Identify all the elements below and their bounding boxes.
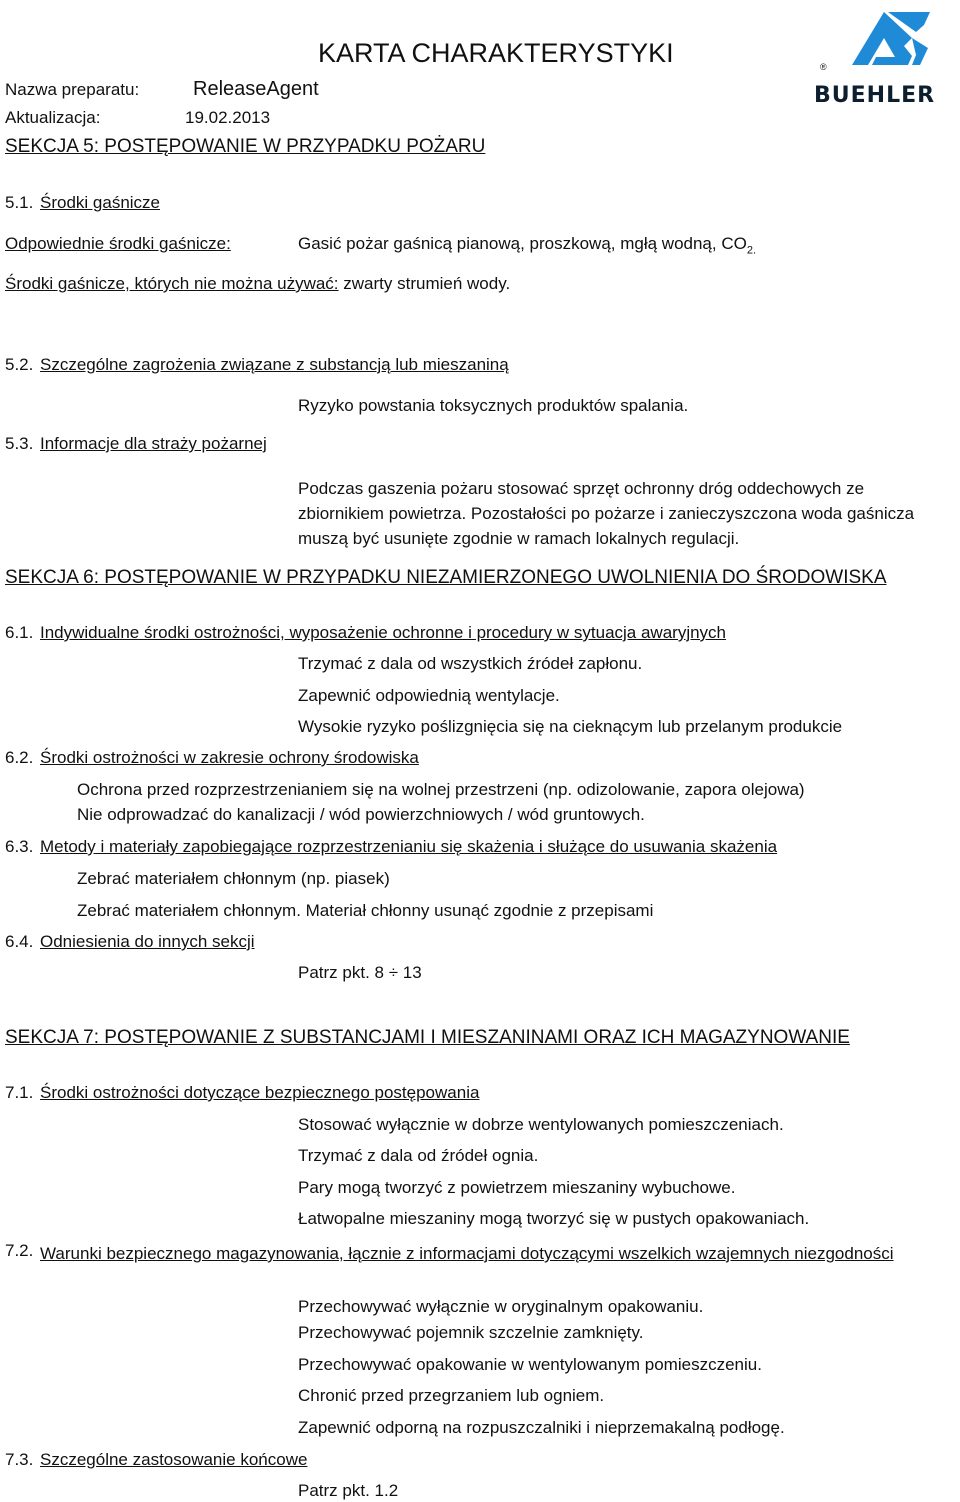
subsection-5-2-number: 5.2.: [5, 355, 34, 374]
suitable-media-text: Gasić pożar gaśnicą pianową, proszkową, mgłą wodną, CO: [298, 234, 747, 253]
subsection-6-4-number: 6.4.: [5, 932, 34, 951]
subsection-6-3-number: 6.3.: [5, 837, 34, 856]
unsuitable-media-label: Środki gaśnicze, których nie można używać:: [5, 274, 339, 293]
section-6-heading: SEKCJA 6: POSTĘPOWANIE W PRZYPADKU NIEZAMIERZONEGO UWOLNIENIA DO ŚRODOWISKA: [5, 567, 887, 588]
section-7-heading: SEKCJA 7: POSTĘPOWANIE Z SUBSTANCJAMI I MIESZANINAMI ORAZ ICH MAGAZYNOWANIE: [5, 1027, 850, 1048]
update-label: Aktualizacja:: [5, 108, 101, 127]
subsection-6-4-title: Odniesienia do innych sekcji: [40, 932, 255, 951]
unsuitable-media-value: zwarty strumień wody.: [338, 274, 511, 293]
list-item: Ochrona przed rozprzestrzenianiem się na wolnej przestrzeni (np. odizolowanie, zapora olejowa): [77, 780, 805, 799]
subsection-5-3-title: Informacje dla straży pożarnej: [40, 434, 267, 453]
list-item: Przechowywać wyłącznie w oryginalnym opakowaniu.: [298, 1297, 704, 1316]
list-item: Chronić przed przegrzaniem lub ogniem.: [298, 1386, 605, 1405]
subsection-5-2-title: Szczególne zagrożenia związane z substancją lub mieszaniną: [40, 355, 509, 374]
subsection-5-1-number: 5.1.: [5, 193, 34, 212]
list-item: Stosować wyłącznie w dobrze wentylowanych pomieszczeniach.: [298, 1115, 784, 1134]
subsection-7-2-number: 7.2.: [5, 1241, 34, 1260]
subsection-7-1-title: Środki ostrożności dotyczące bezpiecznego postępowania: [40, 1083, 480, 1102]
subsection-5-3-number: 5.3.: [5, 434, 34, 453]
list-item: Trzymać z dala od wszystkich źródeł zapłonu.: [298, 654, 643, 673]
subsection-7-1-number: 7.1.: [5, 1083, 34, 1102]
list-item: Wysokie ryzyko poślizgnięcia się na cieknącym lub przelanym produkcie: [298, 717, 843, 736]
section-5-heading: SEKCJA 5: POSTĘPOWANIE W PRZYPADKU POŻARU: [5, 136, 486, 157]
subsection-7-3-title: Szczególne zastosowanie końcowe: [40, 1450, 308, 1469]
buehler-logo: [812, 10, 958, 106]
subsection-7-2-title: Warunki bezpiecznego magazynowania, łącznie z informacjami dotyczącymi wszelkich wzajemnych niezgodności: [40, 1244, 894, 1263]
subsection-6-2-title: Środki ostrożności w zakresie ochrony środowiska: [40, 748, 419, 767]
list-item: Przechowywać pojemnik szczelnie zamknięty.: [298, 1323, 644, 1342]
subsection-6-2-number: 6.2.: [5, 748, 34, 767]
co2-subscript: 2.: [746, 244, 757, 257]
list-item: Zebrać materiałem chłonnym. Materiał chłonny usunąć zgodnie z przepisami: [77, 901, 654, 920]
subsection-7-3-text: Patrz pkt. 1.2: [298, 1481, 399, 1500]
list-item: Łatwopalne mieszaniny mogą tworzyć się w pustych opakowaniach.: [298, 1209, 810, 1228]
subsection-6-1-title: Indywidualne środki ostrożności, wyposażenie ochronne i procedury w sytuacja awaryjnych: [40, 623, 727, 642]
unsuitable-media: [5, 274, 510, 294]
subsection-5-2-text: Ryzyko powstania toksycznych produktów spalania.: [298, 396, 689, 415]
subsection-6-3-title: Metody i materiały zapobiegające rozprzestrzenianiu się skażenia i służące do usuwania skażenia: [40, 837, 778, 856]
list-item: Zebrać materiałem chłonnym (np. piasek): [77, 869, 390, 888]
list-item: Zapewnić odporną na rozpuszczalniki i nieprzemakalną podłogę.: [298, 1418, 785, 1437]
product-name: ReleaseAgent: [193, 78, 319, 100]
product-label: Nazwa preparatu:: [5, 80, 140, 99]
suitable-media-value: [298, 234, 756, 260]
list-item: Przechowywać opakowanie w wentylowanym pomieszczeniu.: [298, 1355, 762, 1374]
subsection-7-3-number: 7.3.: [5, 1450, 34, 1469]
list-item: Trzymać z dala od źródeł ognia.: [298, 1146, 539, 1165]
subsection-6-4-text: Patrz pkt. 8 ÷ 13: [298, 963, 422, 982]
registered-mark: ®: [820, 62, 827, 72]
subsection-5-3-text: Podczas gaszenia pożaru stosować sprzęt ochronny dróg oddechowych ze zbiornikiem powietrza. Pozostałości po pożarze i zanieczyszczona woda gaśnicza muszą być usunięte zgodnie w ramach lokalnych regulacji.: [298, 479, 915, 548]
update-date: 19.02.2013: [185, 108, 271, 127]
subsection-5-1-title: Środki gaśnicze: [40, 193, 161, 212]
list-item: Nie odprowadzać do kanalizacji / wód powierzchniowych / wód gruntowych.: [77, 805, 645, 824]
document-title: KARTA CHARAKTERYSTYKI: [318, 38, 674, 68]
subsection-6-1-number: 6.1.: [5, 623, 34, 642]
list-item: Zapewnić odpowiednią wentylacje.: [298, 686, 560, 705]
logo-wordmark: BUEHLER: [814, 83, 936, 108]
suitable-media-label: Odpowiednie środki gaśnicze:: [5, 234, 231, 253]
list-item: Pary mogą tworzyć z powietrzem mieszaniny wybuchowe.: [298, 1178, 736, 1197]
